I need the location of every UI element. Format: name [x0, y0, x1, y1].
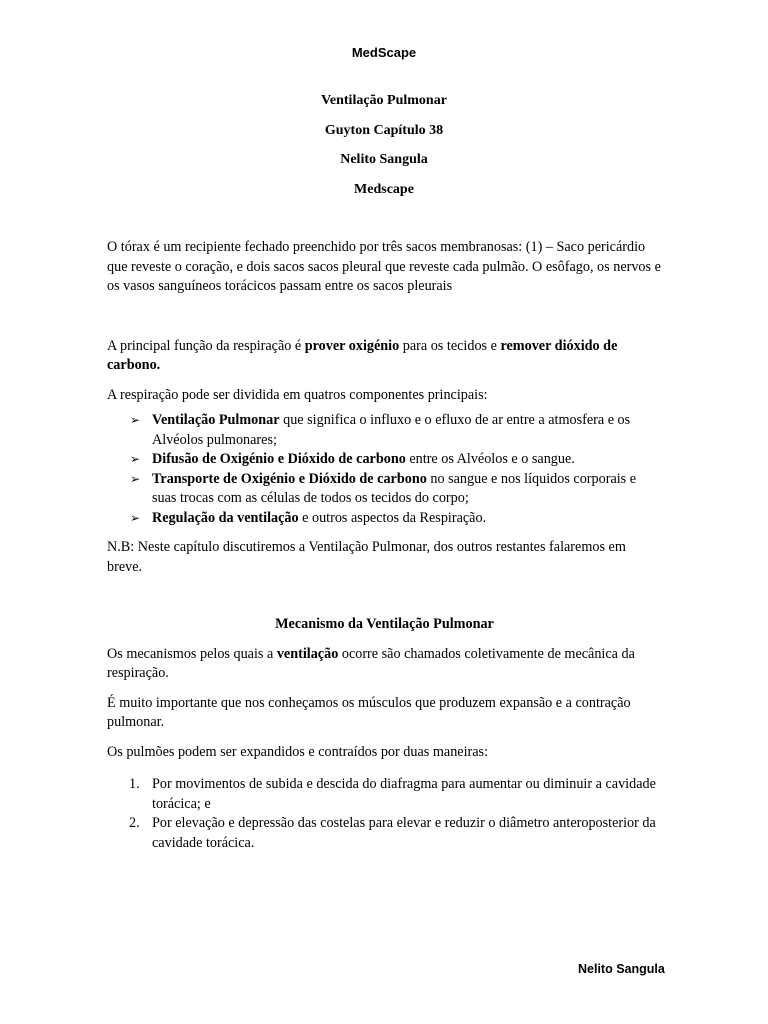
- title-block: [0, 91, 768, 209]
- arrow-bullet-icon: ➢: [130, 452, 141, 466]
- ways-list: [107, 775, 662, 853]
- nb-note: N.B: Neste capítulo discutiremos a Ventilação Pulmonar, dos outros restantes falaremos em breve.: [107, 539, 626, 575]
- list-item: ➢ Regulação da ventilação e outros aspectos da Respiração.: [107, 509, 662, 529]
- page-header: MedScape: [351, 45, 417, 60]
- list-item: 2. Por elevação e depressão das costelas para elevar e reduzir o diâmetro anteroposterior da cavidade torácica.: [129, 815, 656, 851]
- page-footer: Nelito Sangula: [578, 962, 665, 976]
- components-list: [107, 411, 662, 528]
- list-item: 1. Por movimentos de subida e descida do diafragma para aumentar ou diminuir a cavidade torácica; e: [129, 776, 656, 812]
- ways-intro: Os pulmões podem ser expandidos e contraídos por duas maneiras:: [107, 743, 489, 760]
- arrow-bullet-icon: ➢: [130, 471, 141, 486]
- mechanism-paragraph: Os mecanismos pelos quais a ventilação ocorre são chamados coletivamente de mecânica da respiração.: [107, 645, 635, 681]
- list-item: ➢ Ventilação Pulmonar que significa o influxo e o efluxo de ar entre a atmosfera e os Alvéolos pulmonares;: [130, 412, 631, 448]
- intro-paragraph: O tórax é um recipiente fechado preenchido por três sacos membranosas: (1) – Saco pericárdio que reveste o coração, e dois sacos sacos pleural que reveste cada pulmão. O esôfago, os nervos e os vasos sanguíneos torácicos passam entre os sacos pleurais: [107, 239, 661, 294]
- list-item: ➢ Difusão de Oxigénio e Dióxido de carbono entre os Alvéolos e o sangue.: [107, 450, 662, 470]
- muscles-paragraph: É muito importante que nos conheçamos os músculos que produzem expansão e a contração pulmonar.: [107, 694, 631, 730]
- document-body: [107, 238, 662, 853]
- document-author: Nelito Sangula: [340, 152, 428, 167]
- document-subtitle: Guyton Capítulo 38: [324, 122, 444, 138]
- document-title: Ventilação Pulmonar: [321, 93, 447, 108]
- arrow-bullet-icon: ➢: [130, 510, 141, 525]
- components-intro: A respiração pode ser dividida em quatros componentes principais:: [107, 386, 488, 403]
- arrow-bullet-icon: ➢: [130, 413, 141, 427]
- list-item: ➢ Transporte de Oxigénio e Dióxido de carbono no sangue e nos líquidos corporais e suas trocas com as células de todos os tecidos do corpo;: [130, 470, 637, 506]
- section-title: Mecanismo da Ventilação Pulmonar: [275, 616, 494, 632]
- document-source: Medscape: [354, 181, 414, 197]
- function-paragraph: A principal função da respiração é prover oxigénio para os tecidos e remover dióxido de carbono.: [107, 337, 618, 373]
